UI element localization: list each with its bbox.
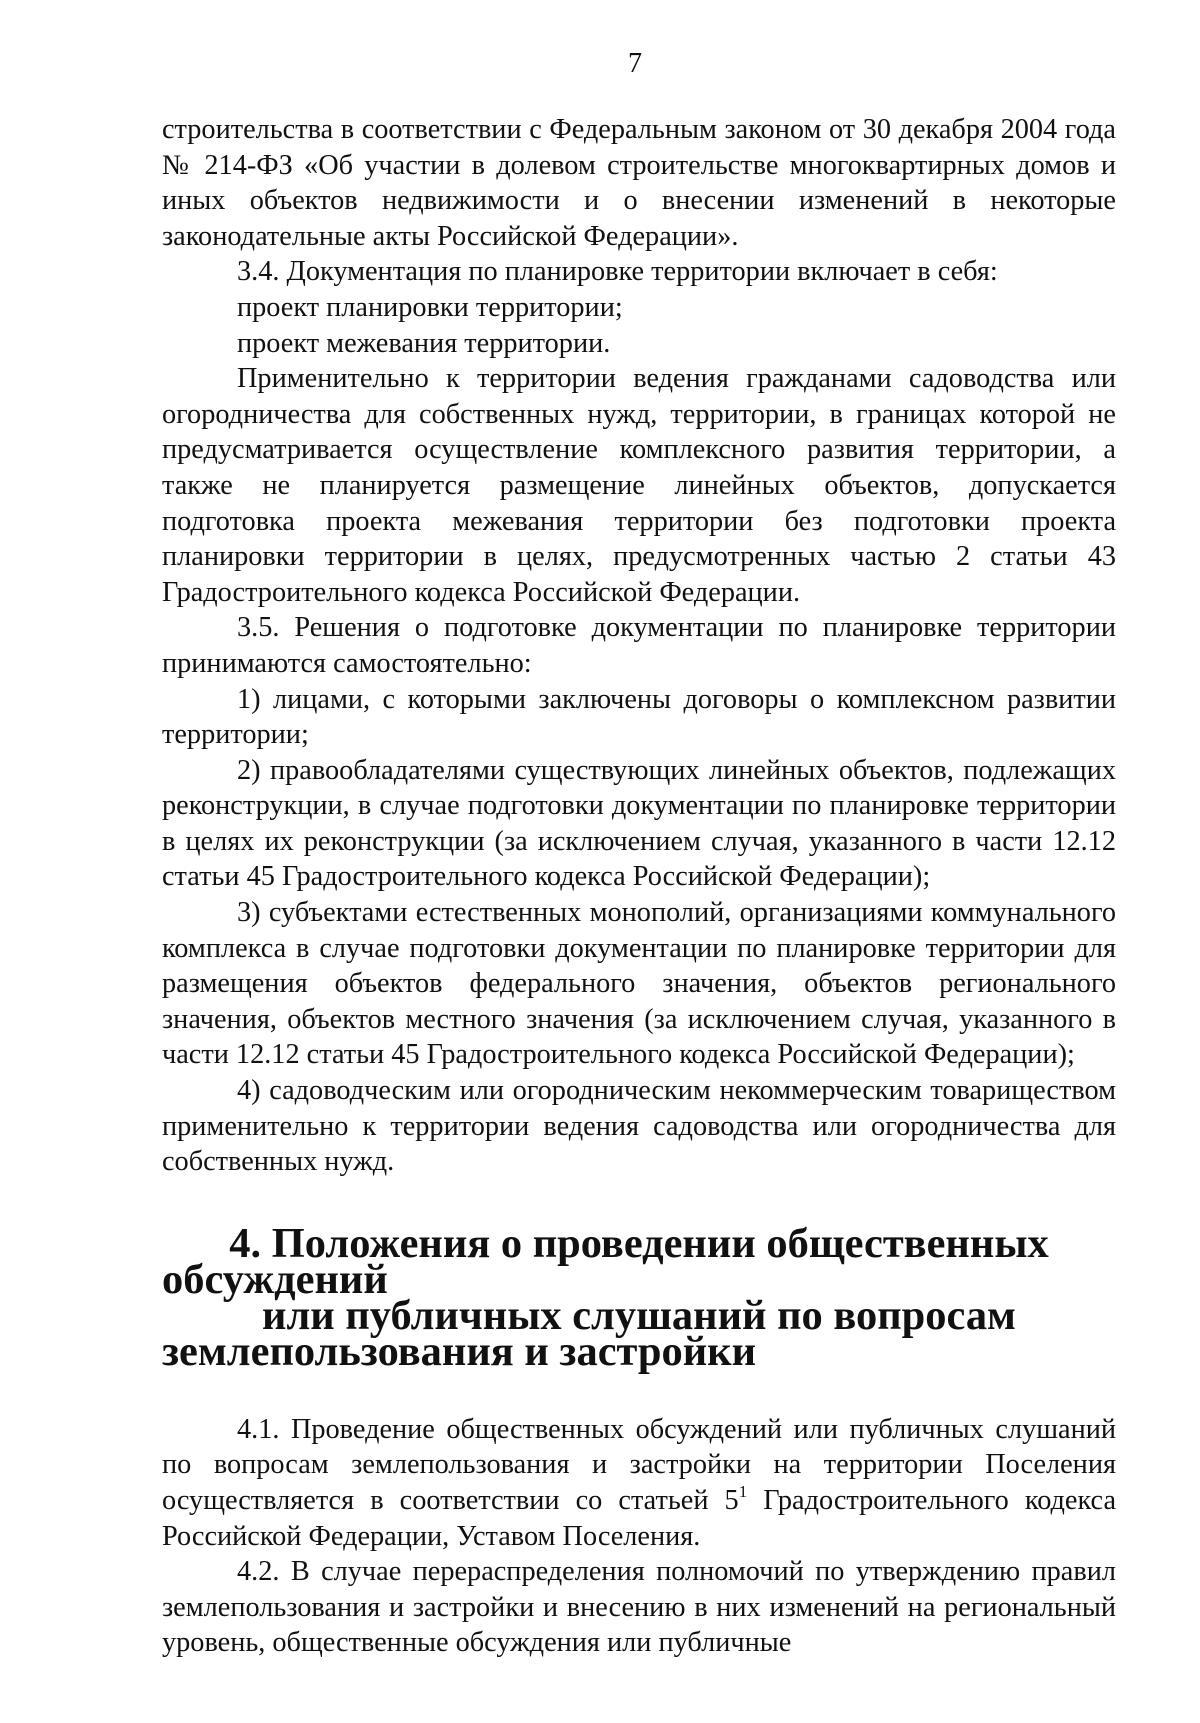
section-heading-line-1: 4. Положения о проведении общественных обсуждений: [162, 1219, 1049, 1303]
paragraph-4-1-text-end: Градостроительного кодекса Российской Федерации, Уставом Поселения.: [162, 1485, 1117, 1552]
paragraph-4-2: 4.2. В случае перераспределения полномочий по утверждению правил землепользования и застройки и внесению в них изменений на региональный уровень, общественные обсуждения или публичные: [162, 1556, 1116, 1659]
paragraph: 3.4. Документация по планировке территории включает в себя:: [237, 256, 998, 288]
paragraph: проект планировки территории;: [237, 291, 623, 323]
paragraph: проект межевания территории.: [237, 327, 611, 359]
document-body: [162, 112, 1116, 1661]
paragraph-4-1-text: 4.1. Проведение общественных обсуждений или публичных слушаний по вопросам землепользования и застройки на территории Поселения осуществляется в соответствии со статьей 5: [162, 1413, 1116, 1516]
list-item: 4) садоводческим или огородническим некоммерческим товариществом применительно к территории ведения садоводства или огородничества для собственных нужд.: [162, 1075, 1116, 1178]
paragraph: Применительно к территории ведения гражданами садоводства или огородничества для собственных нужд, территории, в границах которой не предусматривается осуществление комплексного развития территории, а также не планируется размещение линейных объектов, допускается подготовка проекта межевания территории без подготовки проекта планировки территории в целях, предусмотренных частью 2 статьи 43 Градостроительного кодекса Российской Федерации.: [162, 363, 1116, 608]
page-number: 7: [628, 48, 642, 79]
section-heading-line-2: или публичных слушаний по вопросам землепользования и застройки: [162, 1291, 1016, 1375]
paragraph: строительства в соответствии с Федеральным законом от 30 декабря 2004 года № 214-ФЗ «Об участии в долевом строительстве многоквартирных домов и иных объектов недвижимости и о внесении изменений в некоторые законодательные акты Российской Федерации».: [162, 114, 1116, 252]
paragraph-4-1: [162, 1412, 1116, 1554]
section-3-paragraphs: [162, 112, 1116, 1180]
section-heading: [162, 1219, 1116, 1375]
superscript-mark: 1: [738, 1482, 748, 1501]
list-item: 2) правообладателями существующих линейных объектов, подлежащих реконструкции, в случае подготовки документации по планировке территории в целях их реконструкции (за исключением случая, указанного в части 12.12 статьи 45 Градостроительного кодекса Российской Федерации);: [162, 754, 1116, 893]
paragraph: 3.5. Решения о подготовке документации по планировке территории принимаются самостоятельно:: [162, 612, 1116, 679]
list-item: 1) лицами, с которыми заключены договоры о комплексном развитии территории;: [162, 683, 1116, 751]
list-item: 3) субъектами естественных монополий, организациями коммунального комплекса в случае подготовки документации по планировке территории для размещения объектов федерального значения, объектов регионального значения, объектов местного значения (за исключением случая, указанного в части 12.12 статьи 45 Градостроительного кодекса Российской Федерации);: [162, 897, 1116, 1071]
